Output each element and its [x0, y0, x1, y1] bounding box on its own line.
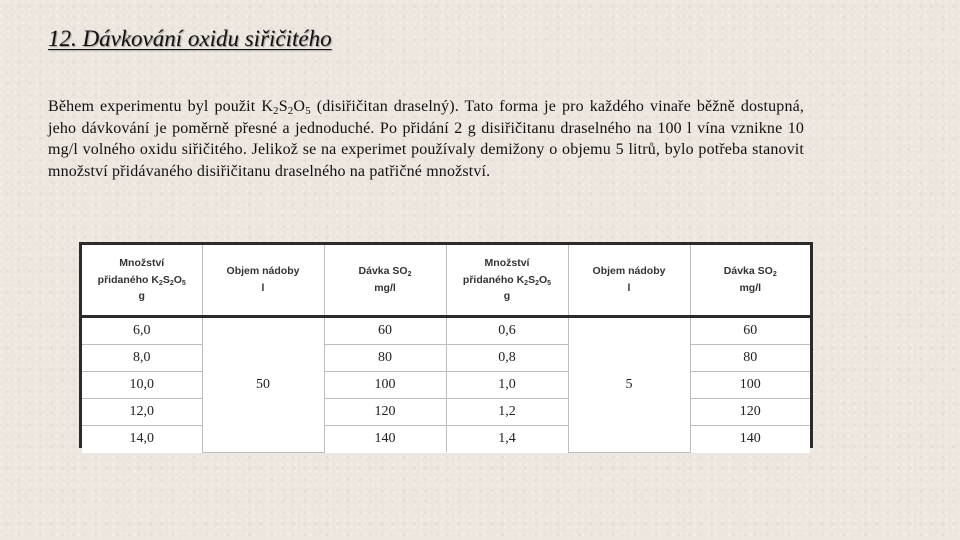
- dose-left-cell: 80: [324, 345, 446, 372]
- header-volume-right: Objem nádoby l: [568, 245, 690, 317]
- table-row: [82, 345, 810, 372]
- dose-right-cell: 140: [739, 431, 761, 446]
- header-dose-left: Dávka $SO_2$ mg/l: [324, 245, 446, 317]
- dose-left-cell: 120: [324, 399, 446, 426]
- formula-k2s2o5: $K_2S_2O_5$: [261, 98, 311, 117]
- table-row: [82, 317, 810, 345]
- amount-left-cell: 6,0: [82, 317, 202, 345]
- header-volume-left: Objem nádoby l: [202, 245, 324, 317]
- amount-left-cell: 14,0: [82, 426, 202, 453]
- amount-right-cell: 1,2: [446, 399, 568, 426]
- dose-right-cell: 100: [690, 372, 810, 399]
- header-dose-right: Dávka $SO_2$ mg/l: [690, 245, 810, 317]
- dose-left-cell: 140: [324, 426, 446, 453]
- table-row: [82, 372, 810, 399]
- volume-right-cell: 5: [568, 317, 690, 453]
- slide-title: 12. Dávkování oxidu siřičitého: [48, 26, 332, 51]
- amount-right-cell: 0,8: [446, 345, 568, 372]
- intro-paragraph: [48, 96, 804, 182]
- dose-right-cell: 120: [690, 399, 810, 426]
- dose-right-cell: 60: [690, 317, 810, 345]
- dose-right-cell: 80: [690, 345, 810, 372]
- paragraph-text-end: (disiřičitan draselný). Tato forma je pro každého vinaře běžně dostupná, jeho dávkování je poměrně přesné a jednoduché. Po přidání 2 g disiřičitanu draselného na 100 l vína vznikne 10 mg/l volného oxidu siřičitého. Jelikož se na experimet používaly demižony o objemu 5 litrů, bylo potřeba stanovit množství přidávaného disiřičitanu draselného na patřičné množství.: [48, 98, 804, 180]
- dosage-table-frame: [79, 242, 813, 448]
- table-row: [82, 399, 810, 426]
- paragraph-text-start: Během experimentu byl použit: [48, 98, 262, 115]
- dose-left-cell: 60: [324, 317, 446, 345]
- header-amount-left: Množství přidaného $K_2S_2O_5$ g: [82, 245, 202, 317]
- amount-left-cell: 12,0: [82, 399, 202, 426]
- dose-left-cell: 100: [324, 372, 446, 399]
- header-amount-right: Množství přidaného $K_2S_2O_5$ g: [446, 245, 568, 317]
- amount-left-cell: 10,0: [82, 372, 202, 399]
- amount-right-cell: 1,0: [446, 372, 568, 399]
- table-row: [82, 426, 810, 453]
- amount-right-cell: 1,4: [446, 426, 568, 453]
- table-header-row: [82, 245, 810, 317]
- volume-left-cell: 50: [202, 317, 324, 453]
- amount-right-cell: 0,6: [446, 317, 568, 345]
- dosage-table: [82, 245, 810, 453]
- amount-left-cell: 8,0: [82, 345, 202, 372]
